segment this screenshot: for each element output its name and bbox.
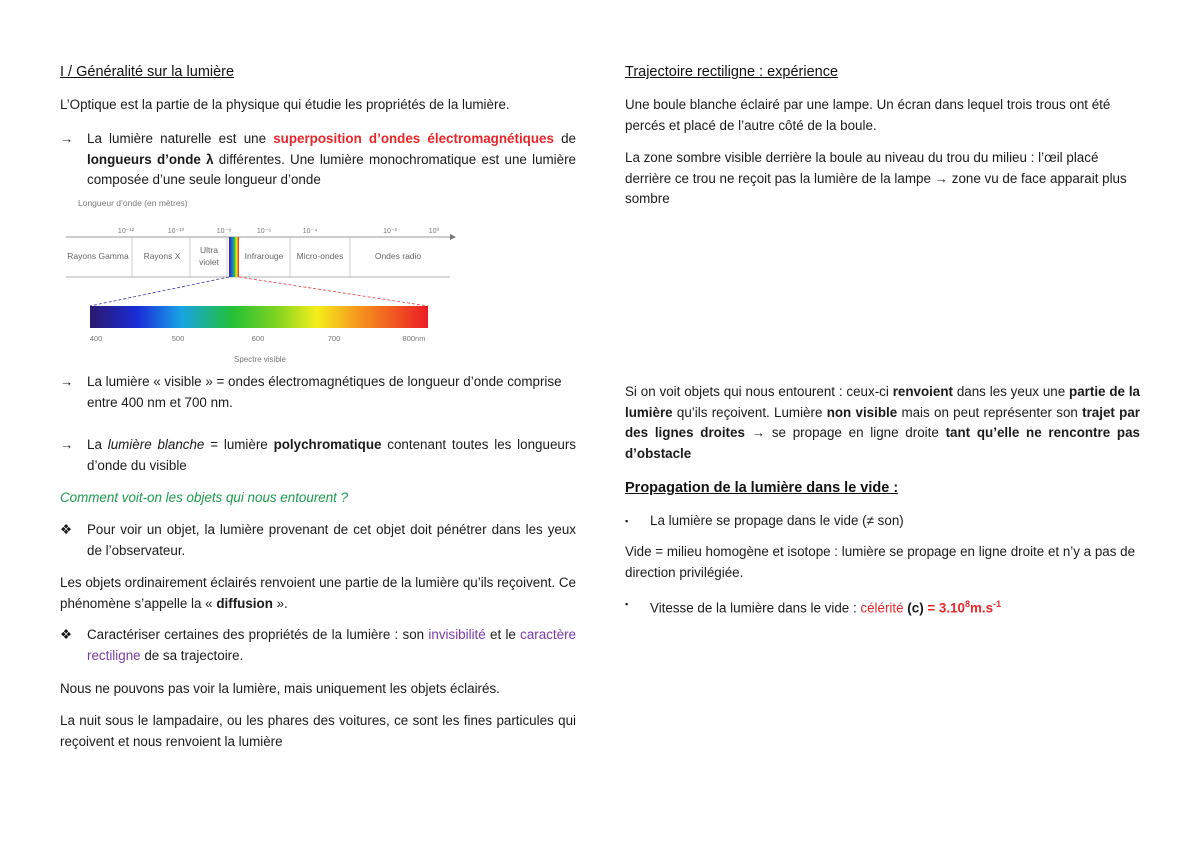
arrow-bullet-icon: → [60,437,74,452]
square-bullet-icon: ▪ [625,516,629,526]
term-invisibilite: invisibilité [428,627,486,642]
question-heading: Comment voit-on les objets qui nous entourent ? [60,490,349,505]
tick-label: 10⁰ [428,228,440,235]
bullet-superposition: → La lumière naturelle est une superposition d’ondes électromagnétiques de longueurs d’onde λ différentes. Une lumière monochromatique est une lumière composée d’une seule longueur d’onde [60,131,577,187]
axis-arrowhead-icon [450,234,456,240]
arrow-icon: → [934,170,949,186]
term-celerite: célérité [860,600,904,616]
paragraph-objets-eclaires: Nous ne pouvons pas voir la lumière, mais uniquement les objets éclairés. [60,681,500,696]
visible-tick-label: 700 [327,334,341,343]
electromagnetic-spectrum-figure [62,193,462,373]
zoom-line-left [90,277,229,306]
zone-sombre-paragraph: La zone sombre visible derrière la boule au niveau du trou du milieu : l’œil placé derrière ce trou ne reçoit pas la lumière de la lampe → zone vu de face apparait plus sombre [625,150,1127,206]
tick-label: 10⁻² [383,228,397,235]
visible-tick-label: 600 [251,334,265,343]
tick-label: 10⁻⁶ [256,228,272,235]
section-heading-generalite: I / Généralité sur la lumière [60,64,235,80]
experience-paragraph: Une boule blanche éclairé par une lampe. Un écran dans lequel trois trous ont été percés et placé de l’autre côté de la boule. [625,97,1111,133]
band-label: Micro-ondes [296,251,344,261]
diamond-bullet-icon: ❖ [60,522,73,537]
band-label: Rayons Gamma [67,251,129,261]
arrow-bullet-icon: → [60,131,74,146]
band-label: Infrarouge [244,251,284,261]
section-heading-trajectoire: Trajectoire rectiligne : expérience [625,64,839,80]
intro-paragraph: L’Optique est la partie de la physique qui étudie les propriétés de la lumière. [60,97,510,112]
paragraph-lampadaire: La nuit sous le lampadaire, ou les phares des voitures, ce sont les fines particules qui reçoivent et nous renvoient la lumière [60,713,576,749]
diamond-bullet-icon: ❖ [60,627,73,642]
term-lumiere-blanche: lumière blanche [107,437,205,452]
bullet-lumiere-blanche: → La lumière blanche = lumière polychromatique contenant toutes les longueurs d’onde du visible [60,437,576,473]
visible-band [229,237,239,277]
zoom-line-right [239,277,428,306]
section-heading-propagation: Propagation de la lumière dans le vide : [625,480,899,496]
visible-spectrum-bar [90,306,428,328]
diffusion-paragraph: Les objets ordinairement éclairés renvoient une partie de la lumière qu’ils reçoivent. Ce phénomène s’appelle la « diffusion ». [60,575,576,611]
band-label: Ondes radio [374,251,422,261]
tick-label: 10⁻⁴ [302,228,318,235]
term-polychromatique: polychromatique [273,437,382,452]
arrow-icon: → [751,425,766,440]
renvoient-paragraph: Si on voit objets qui nous entourent : ceux-ci renvoient dans les yeux une partie de la lumière qu’ils reçoivent. Lumière non visible mais on peut représenter son trajet par des lignes droites → se propage en ligne droite tant qu’elle ne rencontre pas d’obstacle [625,384,1140,461]
bullet-visible: → La lumière « visible » = ondes électromagnétiques de longueur d’onde comprise entre 400 nm et 700 nm. [60,374,562,410]
spectrum-axis-title: Longueur d’onde (en mètres) [78,198,188,208]
vide-paragraph: Vide = milieu homogène et isotope : lumière se propage en ligne droite et n’y a pas de direction privilégiée. [625,544,1136,580]
visible-tick-label: 400 [89,334,103,343]
bullet-caracteriser: ❖ Caractériser certaines des propriétés de la lumière : son invisibilité et le caractère rectiligne de sa trajectoire. [60,627,576,663]
term-longueurs-onde: longueurs d’onde λ [87,151,214,167]
arrow-bullet-icon: → [60,374,74,389]
term-diffusion: diffusion [216,595,273,611]
term-superposition: superposition d’ondes électromagnétiques [273,131,554,146]
bullet-vitesse: ▪ Vitesse de la lumière dans le vide : célérité $(c) = 3.10^8m.s^{-1}$ [625,594,1140,619]
band-label: Rayons X [143,251,181,261]
bullet-voir-objet: ❖ Pour voir un objet, la lumière provenant de cet objet doit pénétrer dans les yeux de l’observateur. [60,522,576,558]
visible-tick-label: 800nm [402,334,426,343]
bullet-propagation-vide: ▪ La lumière se propage dans le vide (≠ son) [625,511,1140,532]
term-caractere-rectiligne: caractère rectiligne [87,627,576,663]
visible-spectrum-label: Spectre visible [233,355,287,364]
square-bullet-icon: ▪ [625,599,629,609]
tick-label: 10⁻⁸ [216,228,232,235]
tick-label: 10⁻¹⁰ [167,228,185,235]
tick-label: 10⁻¹² [117,228,135,235]
band-label: violet [199,257,219,267]
visible-tick-label: 500 [171,334,185,343]
band-label: Ultra [200,245,218,255]
